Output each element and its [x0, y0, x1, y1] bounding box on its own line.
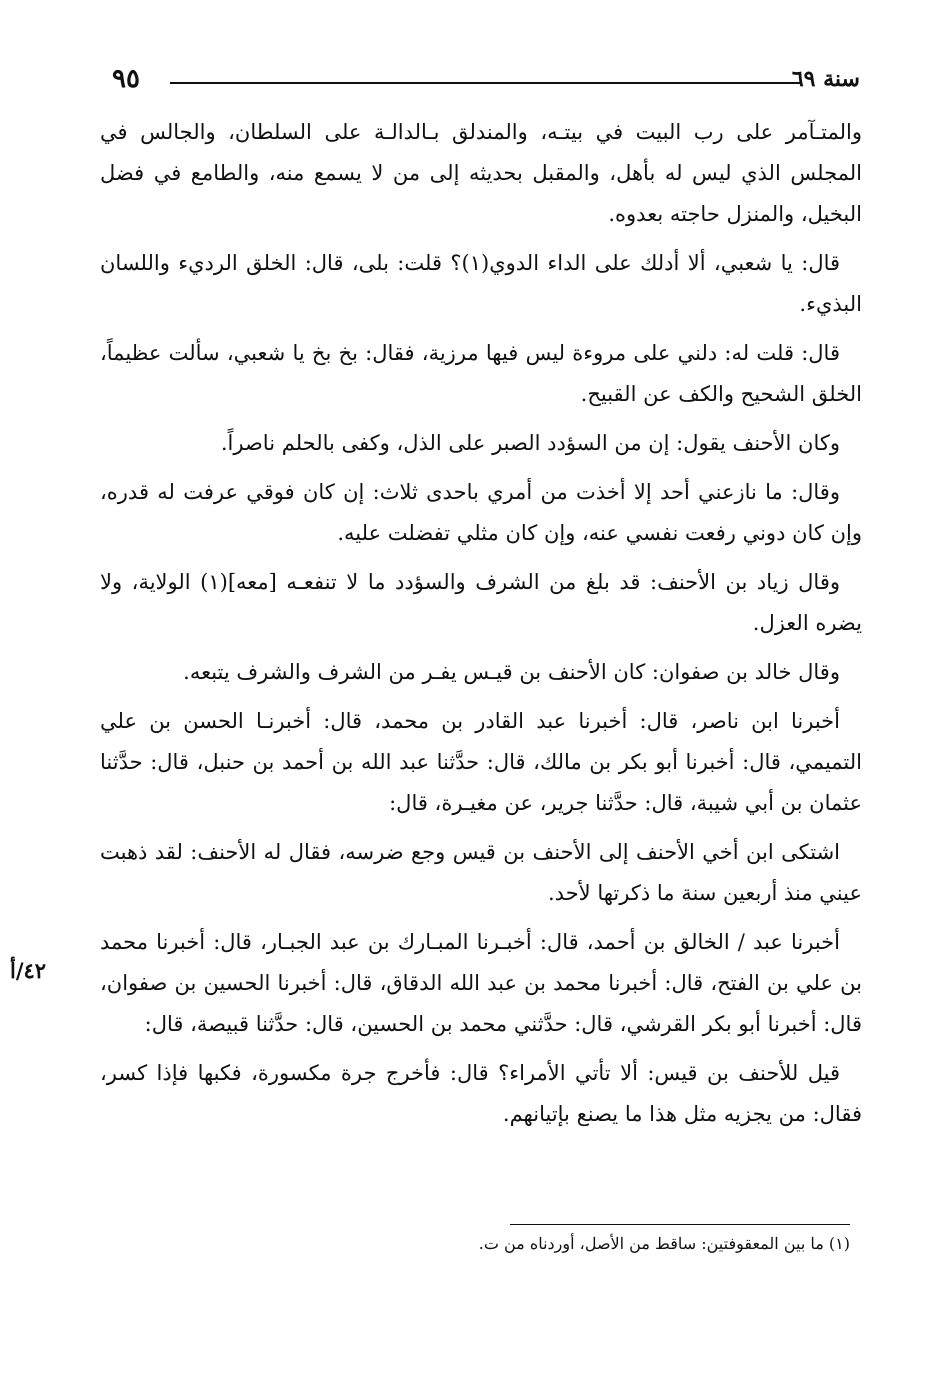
- paragraph: وقال خالد بن صفوان: كان الأحنف بن قيـس يفـر من الشرف والشرف يتبعه.: [183, 660, 840, 684]
- footnote: (١) ما بين المعقوفتين: ساقط من الأصل، أوردناه من ت.: [478, 1234, 850, 1253]
- page-header: [112, 60, 860, 100]
- paragraph: وقال: ما نازعني أحد إلا أخذت من أمري باحدى ثلاث: إن كان فوقي عرفت له قدره، وإن كان دوني رفعت نفسي عنه، وإن كان مثلي تفضلت عليه.: [100, 480, 862, 545]
- main-text: [100, 112, 862, 1143]
- paragraph: وقال زياد بن الأحنف: قد بلغ من الشرف والسؤدد ما لا تنفعـه [معه](١) الولاية، ولا يضره العزل.: [100, 570, 862, 635]
- paragraph: أخبرنا عبد / الخالق بن أحمد، قال: أخبـرنا المبـارك بن عبد الجبـار، قال: أخبرنا محمد بن علي بن الفتح، قال: أخبرنا محمد بن عبد الله الدقاق، قال: أخبرنا الحسين بن صفوان، قال: أخبرنا أبو بكر القرشي، قال: حدَّثني محمد بن الحسين، قال: حدَّثنا قبيصة، قال:: [100, 930, 862, 1036]
- paragraph: والمتـآمر على رب البيت في بيتـه، والمندلق بـالدالـة على السلطان، والجالس في المجلس الذي ليس له بأهل، والمقبل بحديثه إلى من لا يسمع منه، والطامع في فضل البخيل، والمنزل حاجته بعدوه.: [100, 120, 862, 226]
- header-rule: [170, 82, 800, 84]
- paragraph: قيل للأحنف بن قيس: ألا تأتي الأمراء؟ قال: فأخرج جرة مكسورة، فكبها فإذا كسر، فقال: من يجزيه مثل هذا ما يصنع بإتيانهم.: [100, 1061, 862, 1126]
- paragraph: قال: يا شعبي، ألا أدلك على الداء الدوي(١)؟ قلت: بلى، قال: الخلق الرديء واللسان البذيء.: [100, 251, 862, 316]
- paragraph: وكان الأحنف يقول: إن من السؤدد الصبر على الذل، وكفى بالحلم ناصراً.: [220, 431, 840, 455]
- footnote-rule: [510, 1224, 850, 1225]
- margin-note: ٤٢/أ: [10, 958, 47, 983]
- paragraph: قال: قلت له: دلني على مروءة ليس فيها مرزية، فقال: بخ بخ يا شعبي، سألت عظيماً، الخلق الشحيح والكف عن القبيح.: [100, 341, 862, 406]
- page-number: ٩٥: [112, 64, 140, 94]
- running-head: سنة ٦٩: [791, 66, 860, 92]
- paragraph: اشتكى ابن أخي الأحنف إلى الأحنف بن قيس وجع ضرسه، فقال له الأحنف: لقد ذهبت عيني منذ أربعين سنة ما ذكرتها لأحد.: [100, 840, 862, 905]
- paragraph: أخبرنا ابن ناصر، قال: أخبرنا عبد القادر بن محمد، قال: أخبرنـا الحسن بن علي التميمي، قال: أخبرنا أبو بكر بن مالك، قال: حدَّثنا عبد الله بن أحمد بن حنبل، قال: حدَّثنا عثمان بن أبي شيبة، قال: حدَّثنا جرير، عن مغيـرة، قال:: [100, 709, 862, 815]
